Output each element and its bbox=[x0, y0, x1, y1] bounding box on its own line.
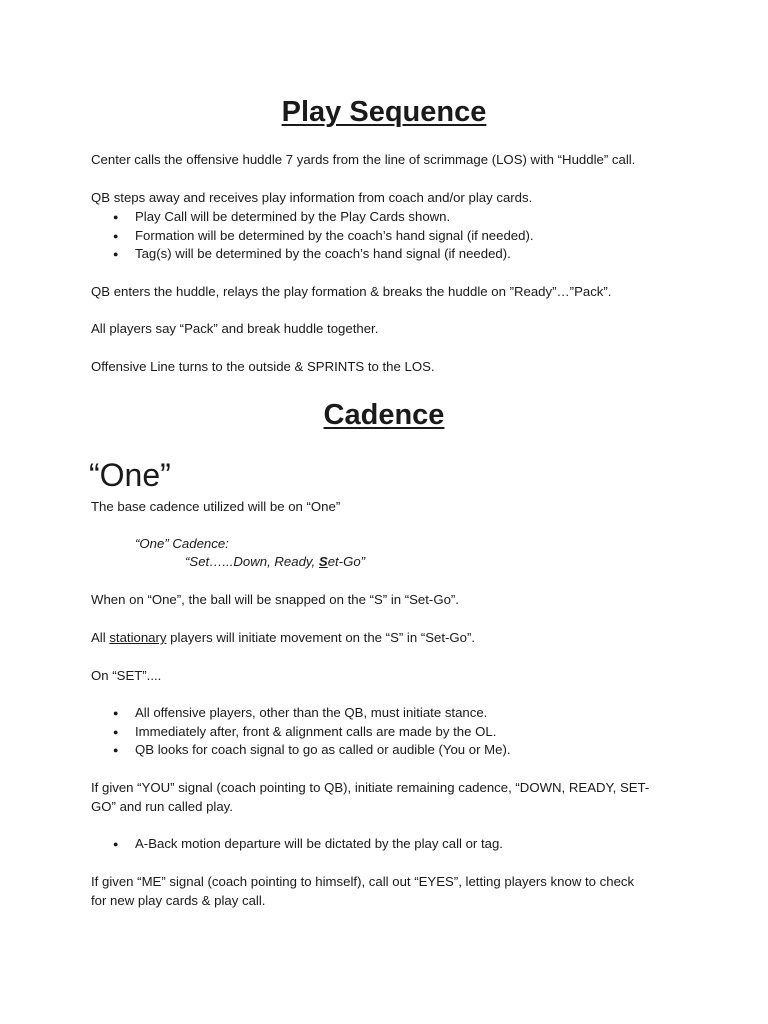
cadence-sequence bbox=[185, 553, 768, 572]
list-item bbox=[113, 227, 534, 246]
paragraph-qb-enters-huddle: QB enters the huddle, relays the play formation & breaks the huddle on ”Ready”…”Pack”. bbox=[91, 284, 612, 299]
cadence-s-letter: S bbox=[318, 554, 328, 569]
bullet-icon: ● bbox=[113, 708, 119, 718]
cadence-label: “One” Cadence: bbox=[135, 536, 229, 551]
list-item bbox=[113, 245, 511, 264]
paragraph-base-cadence: The base cadence utilized will be on “One” bbox=[91, 499, 341, 514]
paragraph-players-say-pack: All players say “Pack” and break huddle together. bbox=[91, 321, 379, 336]
bullet-icon: ● bbox=[113, 839, 119, 849]
one-subtitle: “One” bbox=[89, 457, 171, 493]
paragraph-stationary-players bbox=[91, 629, 691, 648]
cadence-title: Cadence bbox=[323, 399, 445, 431]
paragraph-you-signal-line2: GO” and run called play. bbox=[91, 799, 233, 814]
list-item-text: Play Call will be determined by the Play Cards shown. bbox=[135, 209, 451, 224]
paragraph-offensive-line: Offensive Line turns to the outside & SPRINTS to the LOS. bbox=[91, 359, 435, 374]
list-item bbox=[113, 741, 511, 760]
list-item-text: A-Back motion departure will be dictated by the play call or tag. bbox=[135, 836, 503, 851]
bullet-icon: ● bbox=[113, 212, 119, 222]
list-item-text: Immediately after, front & alignment calls are made by the OL. bbox=[135, 724, 497, 739]
cadence-prefix: “Set…...Down, Ready, bbox=[185, 554, 319, 569]
bullet-icon: ● bbox=[113, 745, 119, 755]
list-item bbox=[113, 723, 496, 742]
paragraph-on-set: On “SET”.... bbox=[91, 668, 162, 683]
text-segment: players will initiate movement on the “S” in “Set-Go”. bbox=[166, 630, 476, 645]
list-item-text: Formation will be determined by the coach’s hand signal (if needed). bbox=[135, 228, 534, 243]
paragraph-snap-on-s: When on “One”, the ball will be snapped on the “S” in “Set-Go”. bbox=[91, 592, 459, 607]
bullet-icon: ● bbox=[113, 727, 119, 737]
list-item-text: Tag(s) will be determined by the coach’s hand signal (if needed). bbox=[135, 246, 511, 261]
paragraph-you-signal-line1: If given “YOU” signal (coach pointing to QB), initiate remaining cadence, “DOWN, READY, SET- bbox=[91, 780, 650, 795]
list-item bbox=[113, 835, 503, 854]
paragraph-qb-steps-away: QB steps away and receives play information from coach and/or play cards. bbox=[91, 190, 533, 205]
list-item-text: QB looks for coach signal to go as called or audible (You or Me). bbox=[135, 742, 511, 757]
paragraph-me-signal-line2: for new play cards & play call. bbox=[91, 893, 266, 908]
stationary-underlined: stationary bbox=[109, 630, 167, 645]
bullet-icon: ● bbox=[113, 249, 119, 259]
paragraph-huddle-call: Center calls the offensive huddle 7 yards from the line of scrimmage (LOS) with “Huddle” call. bbox=[91, 152, 636, 167]
list-item bbox=[113, 208, 450, 227]
cadence-suffix: et-Go” bbox=[327, 554, 366, 569]
bullet-icon: ● bbox=[113, 231, 119, 241]
list-item bbox=[113, 704, 487, 723]
list-item-text: All offensive players, other than the QB, must initiate stance. bbox=[135, 705, 488, 720]
paragraph-me-signal-line1: If given “ME” signal (coach pointing to himself), call out “EYES”, letting players know to check bbox=[91, 874, 635, 889]
play-sequence-title: Play Sequence bbox=[281, 96, 487, 128]
text-segment: All bbox=[91, 630, 110, 645]
